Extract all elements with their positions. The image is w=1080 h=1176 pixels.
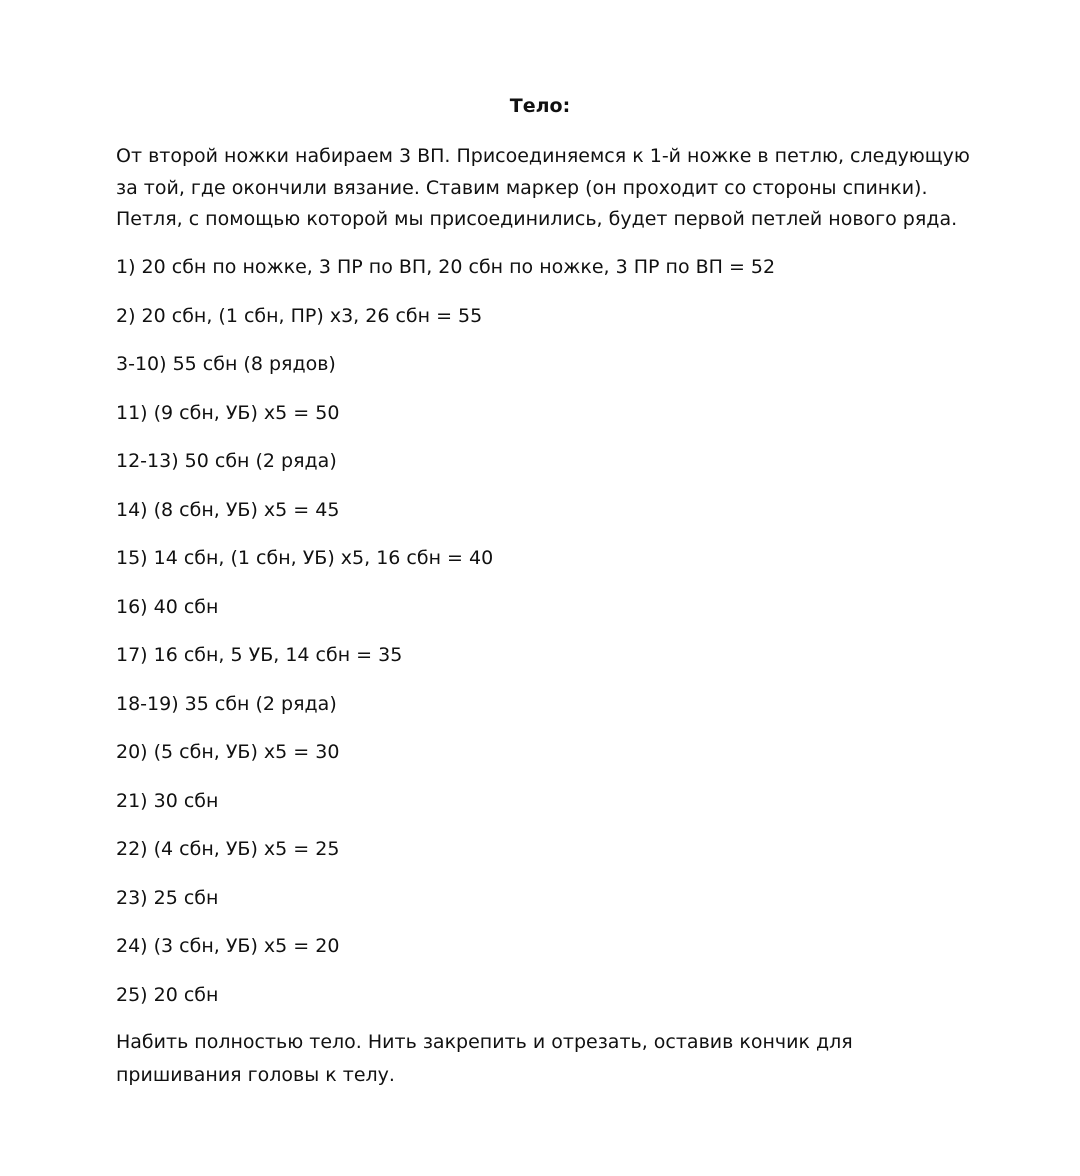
row-instruction: 14) (8 сбн, УБ) х5 = 45: [116, 498, 340, 521]
row-instruction: 18-19) 35 сбн (2 ряда): [116, 692, 337, 715]
section-title: Тело:: [509, 95, 571, 117]
row-instruction: 17) 16 сбн, 5 УБ, 14 сбн = 35: [116, 644, 403, 666]
row-instruction: 23) 25 сбн: [116, 886, 219, 909]
row-instruction: 16) 40 сбн: [116, 595, 219, 618]
row-instruction: 1) 20 сбн по ножке, 3 ПР по ВП, 20 сбн по ножке, 3 ПР по ВП = 52: [116, 256, 776, 278]
row-instruction: 24) (3 сбн, УБ) х5 = 20: [116, 935, 340, 957]
row-instruction: 25) 20 сбн: [116, 983, 219, 1006]
row-instruction: 12-13) 50 сбн (2 ряда): [116, 450, 337, 472]
row-instruction: 15) 14 сбн, (1 сбн, УБ) х5, 16 сбн = 40: [116, 547, 494, 569]
row-instruction: 3-10) 55 сбн (8 рядов): [116, 353, 336, 375]
row-instruction: 11) (9 сбн, УБ) х5 = 50: [116, 401, 340, 424]
row-instruction: 20) (5 сбн, УБ) х5 = 30: [116, 741, 340, 763]
rows-list: [116, 252, 775, 1028]
row-instruction: 22) (4 сбн, УБ) х5 = 25: [116, 838, 340, 860]
intro-paragraph: От второй ножки набираем 3 ВП. Присоединяемся к 1-й ножке в петлю, следующую за той, где окончили вязание. Ставим маркер (он проходит со стороны спинки). Петля, с помощью которой мы присоединились, будет первой петлей нового ряда.: [116, 145, 970, 230]
closing-paragraph: Набить полностью тело. Нить закрепить и отрезать, оставив кончик для пришивания головы к телу.: [116, 1031, 853, 1086]
row-instruction: 2) 20 сбн, (1 сбн, ПР) х3, 26 сбн = 55: [116, 304, 483, 327]
row-instruction: 21) 30 сбн: [116, 789, 219, 812]
